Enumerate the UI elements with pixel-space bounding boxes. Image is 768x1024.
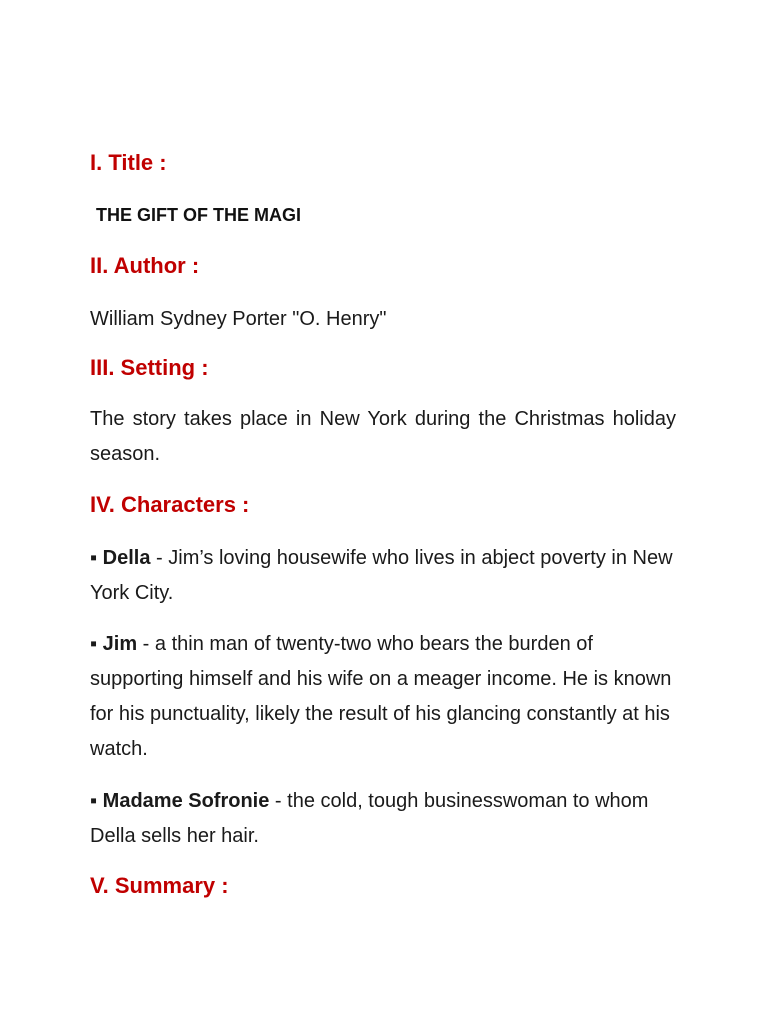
character-name: Jim xyxy=(102,633,138,655)
bullet-marker: ▪ xyxy=(90,790,98,812)
title-heading: I. Title : xyxy=(90,150,167,175)
setting-heading: III. Setting : xyxy=(90,355,209,380)
character-separator: - xyxy=(150,547,169,569)
summary-heading: V. Summary : xyxy=(90,873,229,898)
character-separator: - xyxy=(269,790,288,812)
character-description: the cold, tough businesswoman to whom Della sells her hair. xyxy=(90,790,649,847)
characters-heading: IV. Characters : xyxy=(90,492,250,517)
setting-description: The story takes place in New York during the Christmas holiday season. xyxy=(90,408,676,465)
character-item-madame-sofronie xyxy=(90,784,676,854)
character-item-della xyxy=(90,541,676,611)
author-name: William Sydney Porter "O. Henry" xyxy=(90,308,387,330)
character-separator: - xyxy=(137,633,155,655)
bullet-marker: ▪ xyxy=(90,547,98,569)
character-name: Della xyxy=(102,547,151,569)
character-name: Madame Sofronie xyxy=(102,790,270,812)
bullet-marker: ▪ xyxy=(90,633,98,655)
character-description: Jim’s loving housewife who lives in abject poverty in New York City. xyxy=(90,547,673,604)
story-title: THE GIFT OF THE MAGI xyxy=(96,205,301,225)
author-heading: II. Author : xyxy=(90,253,200,278)
character-item-jim xyxy=(90,627,676,767)
character-description: a thin man of twenty-two who bears the burden of supporting himself and his wife on a meager income. He is known for his punctuality, likely the result of his glancing constantly at his watch. xyxy=(90,633,672,760)
